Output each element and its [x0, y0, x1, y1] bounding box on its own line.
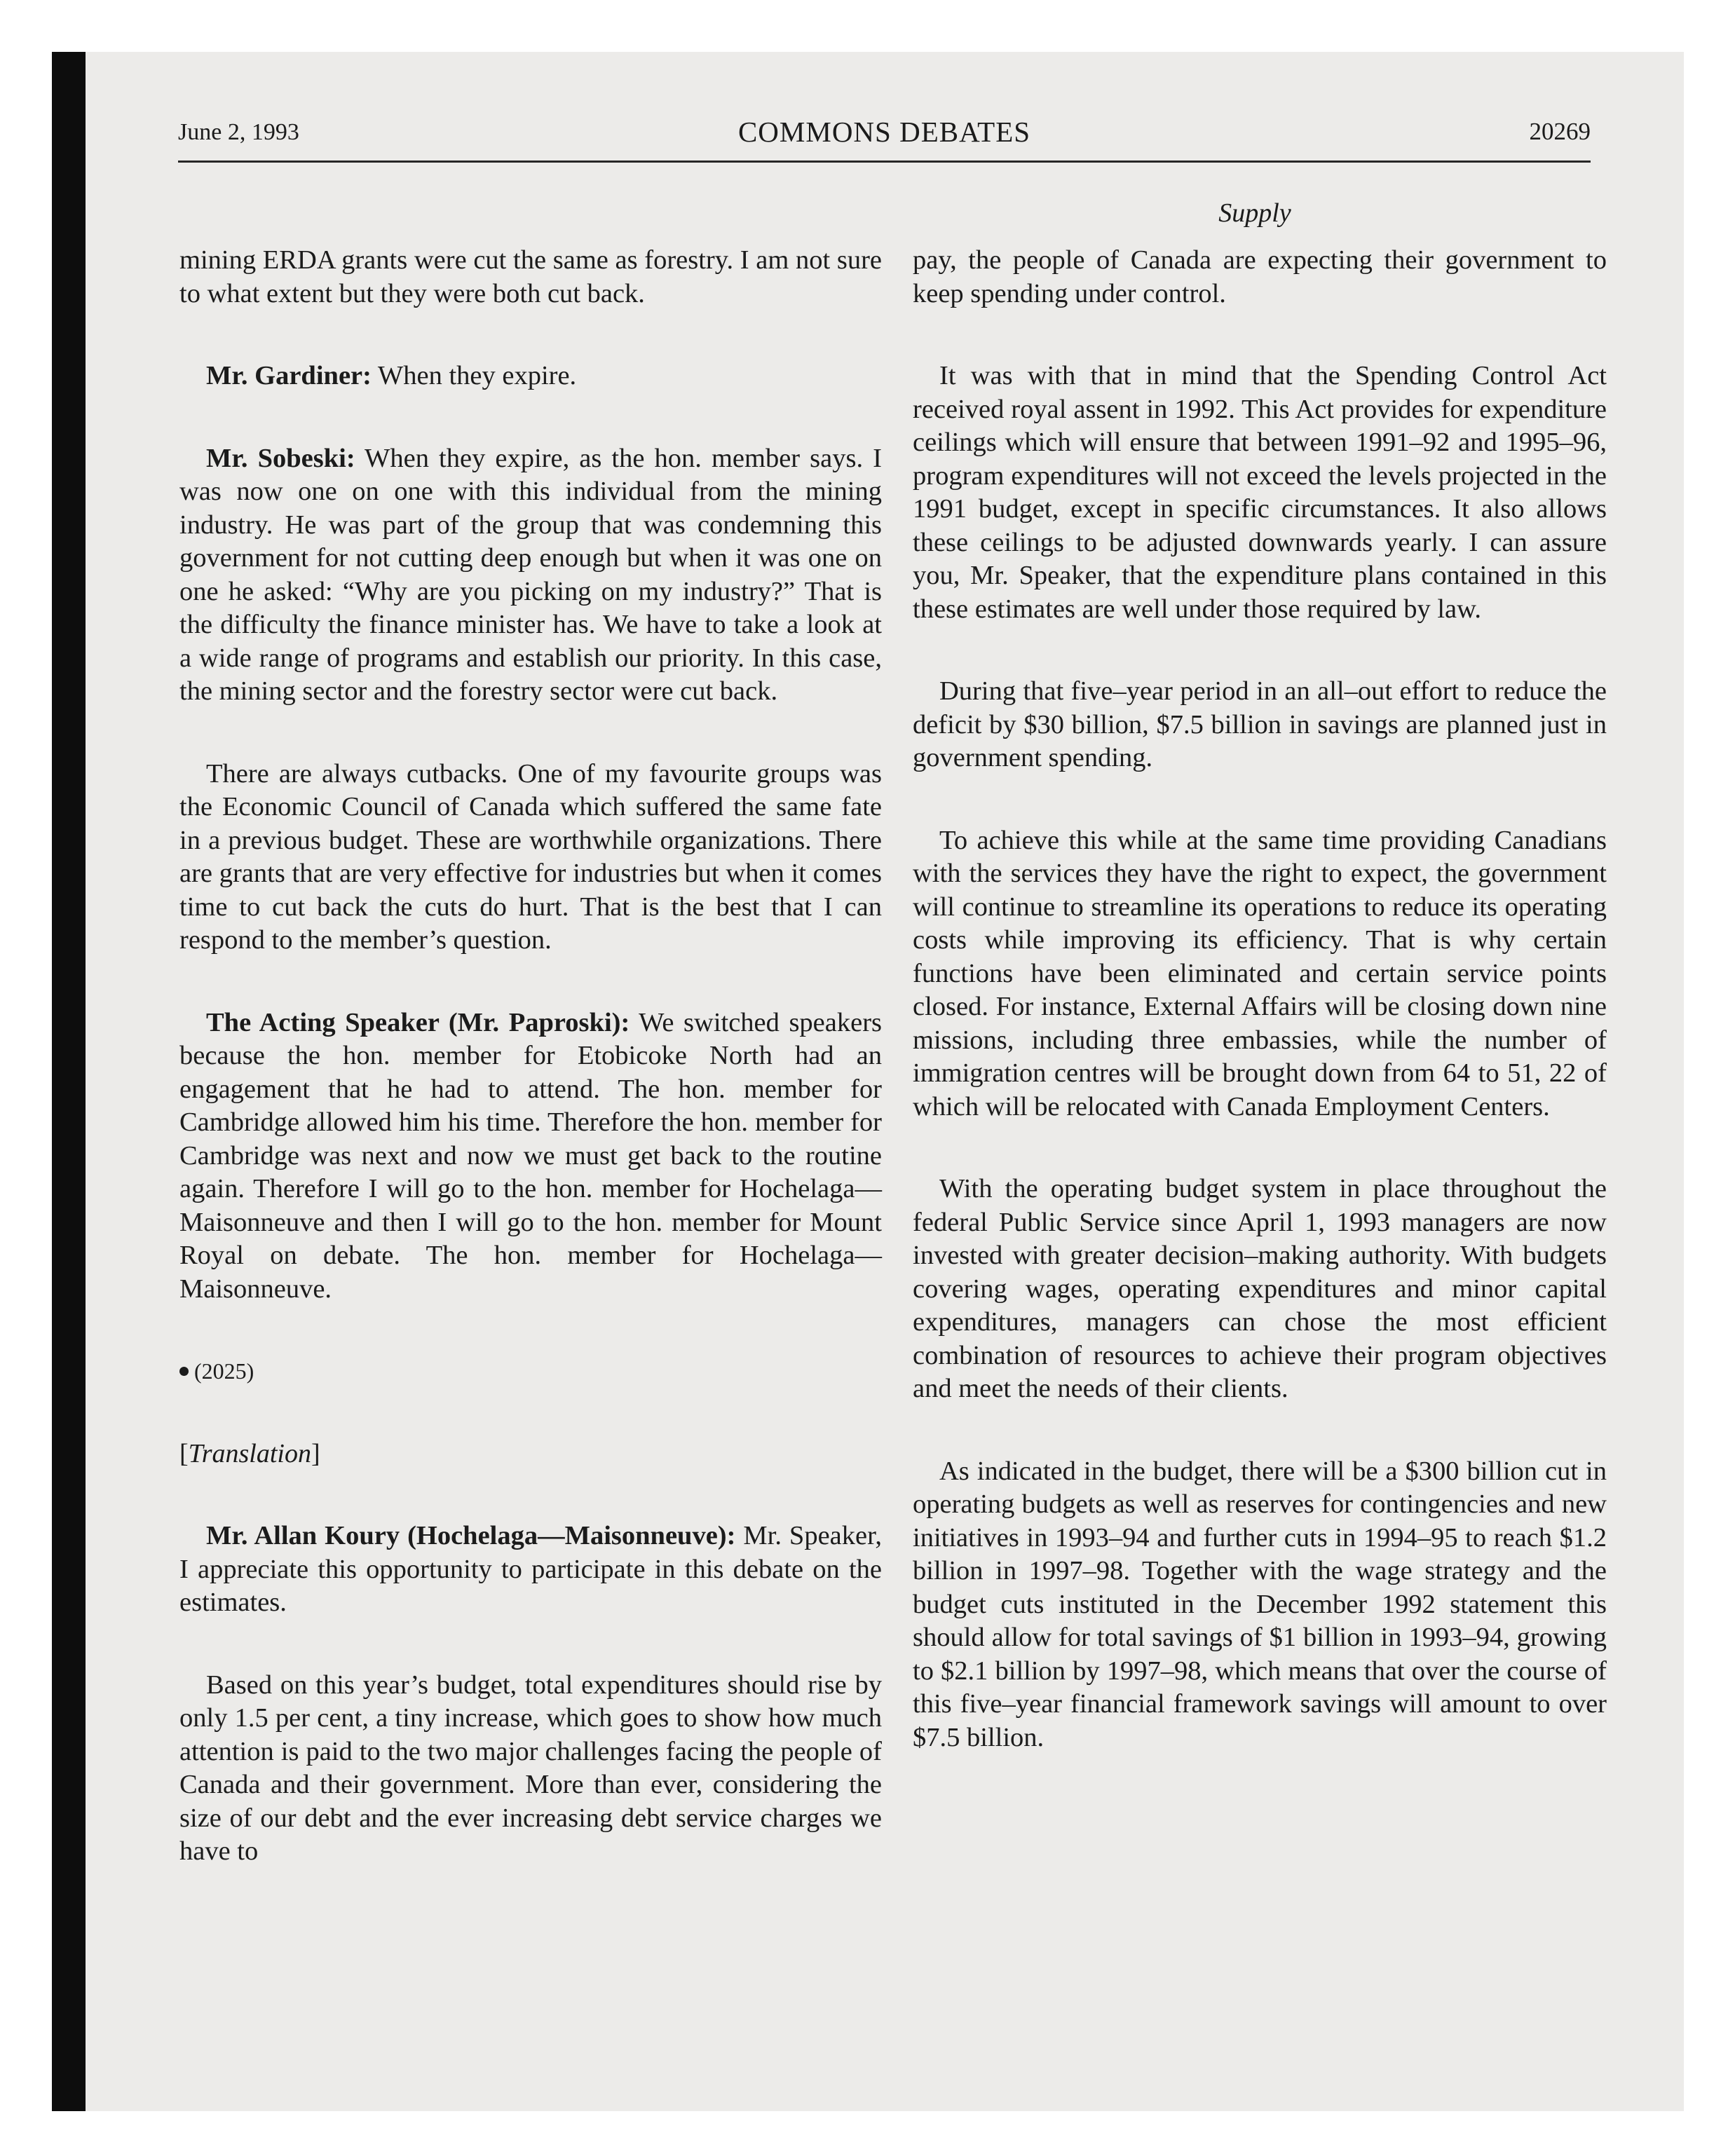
paragraph: mining ERDA grants were cut the same as forestry. I am not sure to what extent but they were both cut back. — [179, 245, 882, 308]
header-page-number: 20269 — [1529, 118, 1591, 145]
header-title: COMMONS DEBATES — [737, 116, 1031, 148]
paragraph: There are always cutbacks. One of my favourite groups was the Economic Council of Canada which suffered the same fate in a previous budget. These are worthwhile organizations. There are grants that are very effective for industries but when it comes time to cut back the cuts do hurt. That is the best that I can respond to the member’s question. — [179, 758, 882, 955]
paragraph — [179, 1520, 882, 1620]
paragraph: It was with that in mind that the Spending Control Act received royal assent in 1992. This Act provides for expenditure ceilings which will ensure that between 1991–92 and 1995–96, program expenditures will not exceed the levels projected in the 1991 budget, except in specific circumstances. It also allows these ceilings to be adjusted downwards yearly. I can assure you, Mr. Speaker, that the expenditure plans contained in this these estimates are well under those required by law. — [913, 361, 1607, 624]
paragraph — [179, 442, 882, 709]
paragraph: With the operating budget system in place throughout the federal Public Service since April 1, 1993 managers are now invested with greater decision–making authority. With budgets covering wages, operating expenditures and minor capital expenditures, managers can chose the most efficient combination of resources to achieve their program objectives and meet the needs of their clients. — [913, 1174, 1607, 1403]
speech-text: Mr. Speaker, I appreciate this opportunity to participate in this debate on the estimates. — [179, 1521, 883, 1617]
paragraph — [179, 1007, 882, 1306]
header-rule — [178, 161, 1591, 163]
speaker-name: Mr. Sobeski: — [206, 443, 355, 473]
speech-text: When they expire. — [377, 361, 577, 390]
header-date: June 2, 1993 — [178, 119, 299, 145]
time-marker — [179, 1355, 882, 1389]
paragraph: During that five–year period in an all–out effort to reduce the deficit by $30 billion, $7.5 billion in savings are planned just in government spending. — [913, 676, 1607, 772]
bullet-icon — [179, 1367, 189, 1376]
scan-edge-bar — [52, 52, 86, 2111]
translation-label: Translation — [188, 1438, 311, 1468]
speech-text: We switched speakers because the hon. member for Etobicoke North had an engagement that he had to attend. The hon. member for Cambridge allowed him his time. Therefore the hon. member for Cambridge was next and now we must get back to the routine again. Therefore I will go to the hon. member for Hochelaga—Maisonneuve and then I will go to the hon. member for Mount Royal on debate. The hon. member for Hochelaga—Maisonneuve. — [179, 1007, 882, 1304]
speaker-name: Mr. Allan Koury (Hochelaga—Maisonneuve): — [206, 1521, 736, 1550]
speaker-name: The Acting Speaker (Mr. Paproski): — [206, 1007, 630, 1037]
speaker-name: Mr. Gardiner: — [206, 361, 372, 390]
paragraph: As indicated in the budget, there will be a $300 billion cut in operating budgets as well as reserves for contingencies and new initiatives in 1993–94 and further cuts in 1994–95 to reach $1.2 billion in 1997–98. Together with the wage strategy and the budget cuts instituted in the December 1992 statement this should allow for total savings of $1 billion in 1993–94, growing to $2.1 billion by 1997–98, which means that over the course of this five–year financial framework savings will amount to over $7.5 billion. — [913, 1456, 1607, 1752]
section-label: Supply — [1218, 198, 1291, 228]
paragraph: To achieve this while at the same time providing Canadians with the services they have the right to expect, the government will continue to streamline its operations to reduce its operating costs while improving its efficiency. That is why certain functions have been eliminated and certain service points closed. For instance, External Affairs will be closing down nine missions, including three embassies, while the number of immigration centres will be brought down from 64 to 51, 22 of which will be relocated with Canada Employment Centers. — [913, 825, 1607, 1121]
translation-note: [Translation] — [179, 1438, 320, 1468]
time-marker-text: (2025) — [194, 1358, 254, 1384]
speech-text: When they expire, as the hon. member says. I was now one on one with this individual from the mining industry. He was part of the group that was condemning this government for not cutting deep enough but when it was one on one he asked: “Why are you picking on my industry?” That is the difficulty the finance minister has. We have to take a look at a wide range of programs and establish our priority. In this case, the mining sector and the forestry sector were cut back. — [179, 443, 882, 706]
paragraph: Based on this year’s budget, total expenditures should rise by only 1.5 per cent, a tiny increase, which goes to show how much attention is paid to the two major challenges facing the people of Canada and their government. More than ever, considering the size of our debt and the ever increasing debt service charges we have to — [179, 1670, 882, 1866]
left-column — [179, 244, 882, 1918]
page-header — [178, 114, 1591, 158]
right-column — [913, 244, 1607, 1803]
paragraph: pay, the people of Canada are expecting their government to keep spending under control. — [913, 245, 1607, 308]
paragraph — [179, 360, 882, 393]
